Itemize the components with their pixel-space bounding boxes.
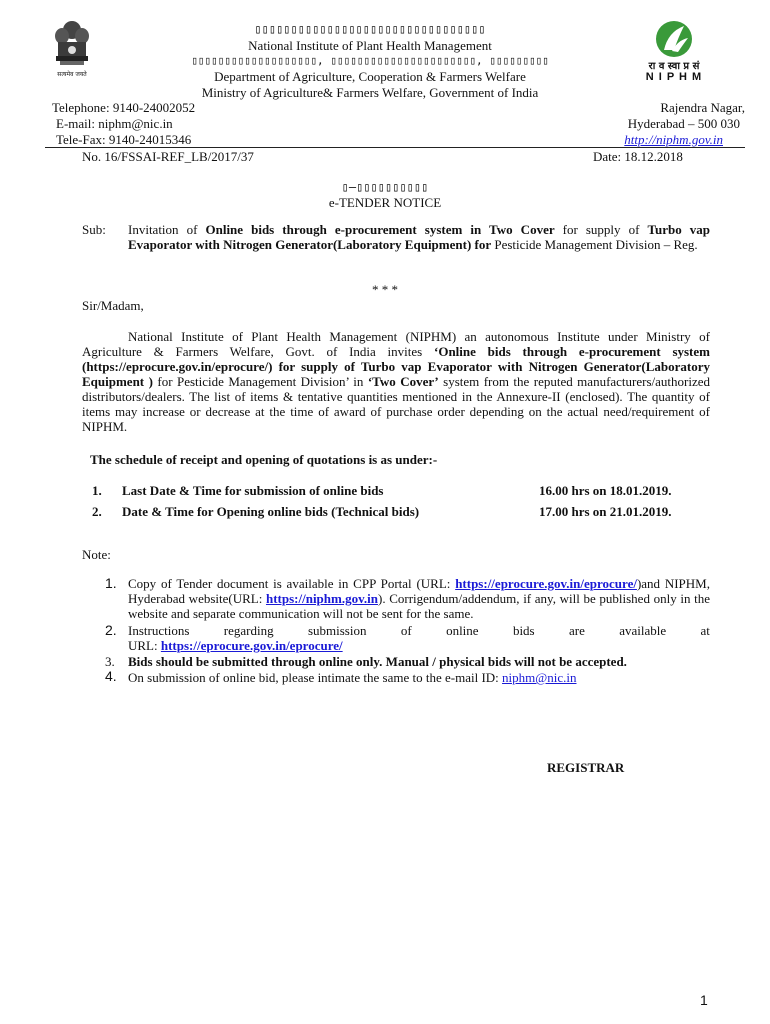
emblem-caption: सत्यमेव जयते — [57, 71, 87, 78]
niphm-logo — [634, 18, 714, 86]
ministry-name: Ministry of Agriculture& Farmers Welfare, Government of India — [201, 85, 539, 100]
note-word: Instructions — [128, 623, 190, 638]
note-word: submission — [307, 623, 367, 638]
note-item-4 — [128, 670, 577, 685]
telefax: Tele-Fax: 9140-24015346 — [56, 132, 192, 147]
hindi-institute-name: ▯▯▯▯▯▯▯▯▯▯▯▯▯▯▯▯▯▯▯▯▯▯▯▯▯▯▯▯▯▯▯▯ — [254, 22, 486, 36]
schedule-row-label: Date & Time for Opening online bids (Technical bids) — [122, 504, 420, 519]
national-emblem — [50, 18, 94, 80]
note-number: 4. — [105, 668, 117, 684]
subject-part: for supply of — [554, 222, 648, 237]
note-item-3: Bids should be submitted through online only. Manual / physical bids will not be accepted. — [128, 654, 627, 669]
note-label: Note: — [82, 547, 111, 562]
note-number: 2. — [105, 622, 117, 638]
note-word: regarding — [223, 623, 274, 638]
schedule-row-value: 16.00 hrs on 18.01.2019. — [539, 483, 672, 498]
subject-part: Invitation of — [128, 222, 206, 237]
niphm-email-link[interactable]: niphm@nic.in — [502, 670, 577, 685]
hindi-department: ▯▯▯▯▯▯▯▯▯▯▯▯▯▯▯▯▯▯▯, ▯▯▯▯▯▯▯▯▯▯▯▯▯▯▯▯▯▯▯▯▯▯, ▯▯▯▯▯▯▯▯▯ — [191, 54, 549, 67]
subject-text — [128, 222, 710, 252]
note-text: )and NIPHM, Hyderabad website(URL: — [128, 576, 710, 606]
note-text: ). Corrigendum/addendum, if any, will be published only in the website and separate communication will not be sent for the same. — [128, 591, 710, 621]
leaf-logo-icon — [634, 18, 714, 60]
telephone: Telephone: 9140-24002052 — [52, 100, 196, 115]
schedule-row-num: 1. — [92, 483, 102, 498]
note-number: 1. — [105, 575, 117, 591]
note-word: are — [568, 623, 585, 638]
subject-bold: Turbo vap Evaporator with Nitrogen Generator(Laboratory Equipment) for — [128, 222, 710, 252]
note-item-2-line-1 — [128, 623, 710, 638]
salutation: Sir/Madam, — [82, 298, 144, 313]
subject-label: Sub: — [82, 222, 106, 237]
note-word: at — [700, 623, 710, 638]
email: E-mail: niphm@nic.in — [56, 116, 173, 131]
body-bold: ‘Online bids through e-procurement system (https://eprocure.gov.in/eprocure/) for supply of Turbo vap Evaporator with Nitrogen Generator(Laboratory Equipment ) — [82, 344, 710, 389]
note-item-1 — [128, 576, 710, 621]
note-word: of — [400, 623, 412, 638]
schedule-heading: The schedule of receipt and opening of quotations is as under:- — [90, 452, 438, 467]
schedule-row-num: 2. — [92, 504, 102, 519]
body-bold: ‘Two Cover’ — [367, 374, 439, 389]
address-line-2: Hyderabad – 500 030 — [627, 116, 740, 131]
logo-text: N I P H M — [645, 71, 703, 83]
page-number: 1 — [700, 992, 708, 1008]
header-divider — [45, 147, 745, 148]
eprocure-link[interactable]: https://eprocure.gov.in/eprocure/ — [455, 576, 637, 591]
website-link[interactable]: http://niphm.gov.in — [624, 132, 723, 147]
body-text: system from the reputed manufacturers/authorized distributors/dealers. The list of items & tentative quantities mentioned in the Annexure-II (enclosed). The quantity of items may increase or decrease at the time of award of purchase order depending on the actual need/requirement of NIPHM. — [82, 374, 711, 434]
body-text: National Institute of Plant Health Management (NIPHM) an autonomous Institute under Ministry of Agriculture & Farmers Welfare, Govt. of India invites — [82, 329, 710, 359]
subject-bold: Online bids through e-procurement system in Two Cover — [205, 222, 555, 237]
subject-part: Pesticide Management Division – Reg. — [491, 237, 698, 252]
document-date: Date: 18.12.2018 — [593, 149, 683, 164]
signatory: REGISTRAR — [547, 760, 625, 775]
address-line-1: Rajendra Nagar, — [660, 100, 745, 115]
notice-title-hindi: ▯–▯▯▯▯▯▯▯▯▯▯ — [341, 180, 429, 194]
note-text: URL: — [128, 638, 161, 653]
institute-name: National Institute of Plant Health Management — [248, 38, 492, 53]
note-number: 3. — [105, 654, 115, 669]
schedule-row-label: Last Date & Time for submission of online bids — [122, 483, 384, 498]
note-text: On submission of online bid, please intimate the same to the e-mail ID: — [128, 670, 503, 685]
schedule-row-value: 17.00 hrs on 21.01.2019. — [539, 504, 672, 519]
note-text: Copy of Tender document is available in CPP Portal (URL: — [128, 576, 456, 591]
eprocure-instructions-link[interactable]: https://eprocure.gov.in/eprocure/ — [160, 638, 343, 653]
body-paragraph — [82, 329, 710, 434]
body-text: for Pesticide Management Division’ in — [152, 374, 368, 389]
section-separator: * * * — [372, 282, 398, 297]
reference-number: No. 16/FSSAI-REF_LB/2017/37 — [82, 149, 254, 164]
note-item-2-line-2 — [128, 638, 343, 653]
note-word: available — [619, 623, 667, 638]
department-name: Department of Agriculture, Cooperation & Farmers Welfare — [214, 69, 526, 84]
niphm-website-link[interactable]: https://niphm.gov.in — [265, 591, 378, 606]
notice-title: e-TENDER NOTICE — [328, 195, 442, 210]
note-word: bids — [512, 623, 535, 638]
note-word: online — [446, 623, 479, 638]
logo-hindi-text: रा व स्वा प्र सं — [648, 61, 700, 72]
